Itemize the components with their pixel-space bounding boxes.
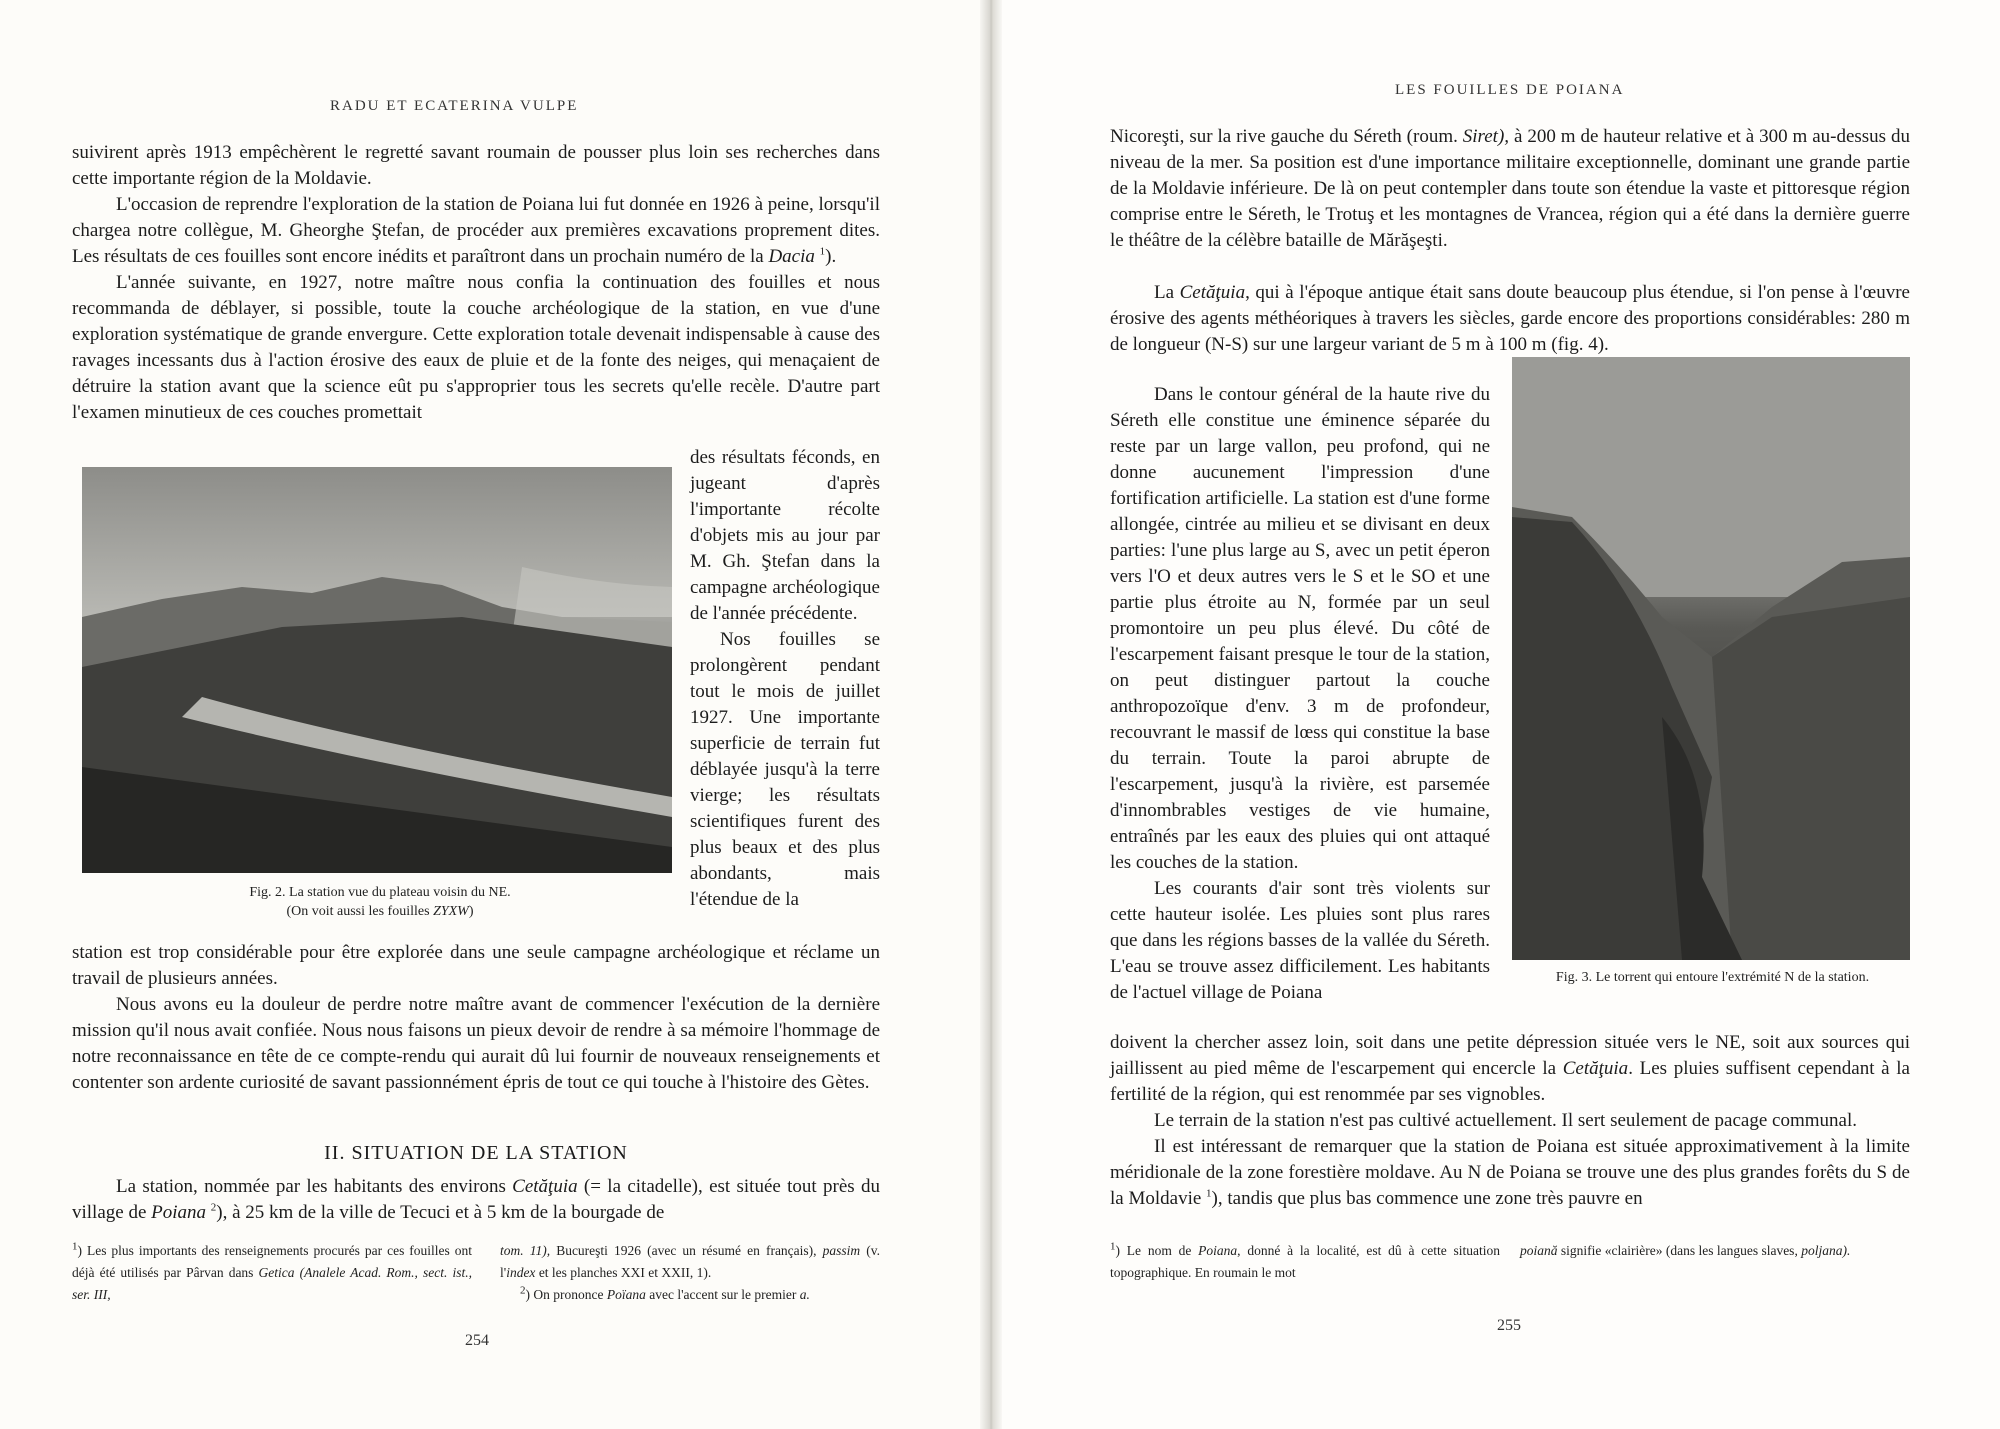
right-paragraph-3: Dans le contour général de la haute rive du Séreth elle constitue une éminence séparée du reste par un large vallon, peu profond, qui ne donne aucunement l'impression d'une fortification artificielle. La station est d'une forme allongée, cintrée au milieu et se divisant en deux parties: l'une plus large au S, avec un petit éperon vers l'O et deux autres vers le S et le SO et une partie plus étroite au N, formée par un seul promontoire un peu plus élevé. Du côté de l'escarpement faisant presque le tour de la station, on peut distinguer partout la couche anthropozoïque d'env. 3 m de profondeur, recouvrant le massif de lœss qui constitue la base du terrain. Toute la paroi abrupte de l'escarpement, jusqu'à la rivière, est parsemée d'innombrables vestiges de vie humaine, entraînés par les eaux des pluies qui ont attaqué les couches de la station. <box>1110 384 1490 873</box>
left-text-top <box>72 140 880 426</box>
left-paragraph-3: L'année suivante, en 1927, notre maître nous confia la continuation des fouilles et nous recommanda de déblayer, si possible, toute la couche archéologique de la station, en vue d'une exploration systématique de grande envergure. Cette exploration totale devenait indispensable à cause des ravages incessants dus à l'action érosive des eaux de pluie et de la fonte des neiges, qui menaçaient de détruire la station avant que la science eût pu s'approprier tous les secrets qu'elle recèle. D'autre part l'examen minutieux de ces couches promettait <box>72 272 880 423</box>
figure-2-photo <box>82 467 672 873</box>
left-footnote-1-cont: tom. 11), Bucureşti 1926 (avec un résumé en français), passim (v. l'index et les planches XXI et XXII, 1). $^2$) On prononce Poïana avec l'accent sur le premier a. <box>500 1240 880 1306</box>
right-side-column <box>1110 330 1490 1006</box>
figure-3-photo <box>1512 357 1910 960</box>
left-paragraph-1: suivirent après 1913 empêchèrent le regretté savant roumain de pousser plus loin ses recherches dans cette importante région de la Moldavie. <box>72 142 880 189</box>
right-footnote-1-cont: poiană signifie «clairière» (dans les langues slaves, poljana). <box>1520 1243 1851 1258</box>
right-paragraph-4: Les courants d'air sont très violents sur cette hauteur isolée. Les pluies sont plus rares que dans les régions basses de la vallée du Séreth. L'eau se trouve assez difficilement. Les habitants de l'actuel village de Poiana <box>1110 878 1490 1003</box>
right-text-bottom <box>1110 1030 1910 1212</box>
plateau-landscape-image <box>82 467 672 873</box>
left-side-paragraph-1: des résultats féconds, en jugeant d'après l'importante récolte d'objets mis au jour par M. Gh. Ştefan dans la campagne archéologique de l'année précédente. <box>690 447 880 624</box>
right-footnote-1: $^1$) Le nom de Poiana, donné à la localité, est dû à cette situation topographique. En roumain le mot <box>1110 1240 1501 1280</box>
figure-3-caption: Fig. 3. Le torrent qui entoure l'extrémité N de la station. <box>1555 970 1870 985</box>
right-paragraph-2: La Cetăţuia, qui à l'époque antique était sans doute beaucoup plus étendue, si l'on pense à l'œuvre érosive des agents méthéoriques à travers les siècles, garde encore des proportions considérables: 280 m de longueur (N-S) sur une largeur variant de 5 m à 100 m (fig. 4). <box>1110 282 1910 355</box>
left-footnote-1: $^1$) Les plus importants des renseignements procurés par ces fouilles ont déjà été utilisés par Pârvan dans Getica (Analele Acad. Rom., sect. ist., ser. III, <box>72 1240 472 1302</box>
right-paragraph-4-cont: doivent la chercher assez loin, soit dans une petite dépression située vers le NE, soit aux sources qui jaillissent au pied même de l'escarpement qui encercle la Cetăţuia. Les pluies suffisent cependant à la fertilité de la région, qui est renommée par ses vignobles. <box>1110 1032 1910 1105</box>
right-page-number: 255 <box>1497 1317 1521 1334</box>
right-text-top <box>1110 124 1910 254</box>
section-heading: II. SITUATION DE LA STATION <box>324 1142 628 1164</box>
left-footnote-2: $^2$) On prononce Poïana avec l'accent sur le premier a. <box>520 1284 810 1302</box>
left-paragraph-4-cont: station est trop considérable pour être explorée dans une seule campagne archéologique et réclame un travail de plusieurs années. <box>72 942 880 989</box>
right-paragraph-5: Le terrain de la station n'est pas cultivé actuellement. Il sert seulement de pacage communal. <box>1154 1110 1857 1131</box>
left-side-paragraph-2: Nos fouilles se prolongèrent pendant tout le mois de juillet 1927. Une importante superficie de terrain fut déblayée jusqu'à la terre vierge; les résultats scientifiques furent des plus beaux et des plus abondants, mais l'étendue de la <box>690 629 880 910</box>
left-paragraph-6: La station, nommée par les habitants des environs Cetăţuia (= la citadelle), est située tout près du village de Poiana $^2$), à 25 km de la ville de Tecuci et à 5 km de la bourgade de <box>72 1176 880 1223</box>
torrent-ravine-image <box>1512 357 1910 960</box>
left-paragraph-5: Nous avons eu la douleur de perdre notre maître avant de commencer l'exécution de la dernière mission qu'il nous avait confiée. Nous nous faisons un pieux devoir de rendre à sa mémoire l'hommage de notre reconnaissance en tête de ce compte-rendu qui aurait dû lui fournir de nouveaux renseignements et contenter son ardente curiosité de savant passionnément épris de tout ce qui touche à l'histoire des Gètes. <box>72 994 880 1093</box>
left-page-number: 254 <box>465 1332 489 1349</box>
left-paragraph-2: L'occasion de reprendre l'exploration de la station de Poiana lui fut donnée en 1926 à peine, lorsqu'il chargea notre collègue, M. Gheorghe Ştefan, de procéder aux premières excavations proprement dites. Les résultats de ces fouilles sont encore inédits et paraîtront dans un prochain numéro de la Dacia $^1$). <box>72 194 880 267</box>
right-running-head: LES FOUILLES DE POIANA <box>1395 82 1625 98</box>
left-running-head: RADU ET ECATERINA VULPE <box>330 98 579 114</box>
right-paragraph-1: Nicoreşti, sur la rive gauche du Séreth (roum. Siret), à 200 m de hauteur relative et à 300 m au-dessus du niveau de la mer. Sa position est d'une importance militaire exceptionnelle, dominant une grande partie de la Moldavie inférieure. De là on peut contempler dans toute son étendue la vaste et pittoresque région comprise entre le Séreth, le Trotuş et les montagnes de Vrancea, région qui a été dans la dernière guerre le théâtre de la célèbre bataille de Mărăşeşti. <box>1110 126 1910 251</box>
left-side-column <box>690 445 880 913</box>
left-text-section <box>72 1174 880 1226</box>
left-text-bottom <box>72 940 880 1096</box>
right-paragraph-6: Il est intéressant de remarquer que la station de Poiana est située approximativement à la limite méridionale de la zone forestière moldave. Au N de Poiana se trouve une des plus grandes forêts du S de la Moldavie $^1$), tandis que plus bas commence une zone très pauvre en <box>1110 1136 1910 1209</box>
figure-2-caption: Fig. 2. La station vue du plateau voisin du NE. (On voit aussi les fouilles ZYXW) <box>249 885 511 919</box>
book-gutter <box>980 0 1002 1429</box>
